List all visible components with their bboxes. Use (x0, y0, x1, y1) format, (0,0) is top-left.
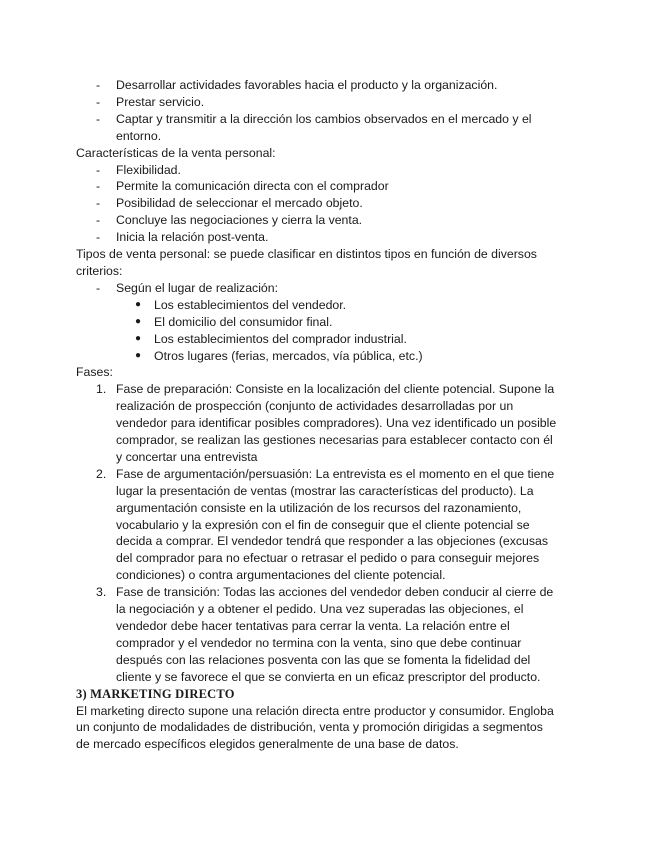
intro-list (76, 77, 581, 145)
phases-list (76, 381, 581, 685)
list-item: - Permite la comunicación directa con el comprador (96, 179, 389, 194)
phase-item: 2. Fase de argumentación/persuasión: La entrevista es el momento en el que tiene lugar la presentación de ventas (mostrar las características del producto). La argumentación consiste en la utilización de los recursos del razonamiento, vocabulario y la expresión con el fin de conseguir que el cliente potencial se decida a comprar. El vendedor tendrá que responder a las objeciones (excusas del comprador para no efectuar o retrasar el pedido o para conseguir mejores condiciones) o contra argumentaciones del cliente potencial. (96, 466, 555, 583)
list-item: - Prestar servicio. (96, 94, 205, 109)
bullet-icon: ● (135, 349, 142, 361)
list-item: - Desarrollar actividades favorables hacia el producto y la organización. (96, 78, 498, 92)
list-item: - Concluye las negociaciones y cierra la venta. (96, 213, 363, 228)
list-item: - Flexibilidad. (96, 162, 181, 177)
section-heading: 3) MARKETING DIRECTO (76, 686, 235, 701)
bullet-icon: ● (135, 315, 142, 327)
list-item: - Posibilidad de seleccionar el mercado objeto. (96, 196, 363, 211)
characteristics-list (76, 162, 581, 247)
phase-item: 1. Fase de preparación: Consiste en la localización del cliente potencial. Supone la realización de prospección (conjunto de actividades desarrolladas por un vendedor para identificar posibles compradores). Una vez identificado un posible comprador, se realizan las gestiones necesarias para establecer contacto con él y concertar una entrevista (96, 382, 557, 464)
list-item: ● Los establecimientos del comprador industrial. (135, 331, 407, 346)
phases-title: Fases: (76, 365, 113, 380)
list-item: ● Los establecimientos del vendedor. (135, 297, 347, 312)
document-body (76, 77, 581, 753)
marketing-paragraph: El marketing directo supone una relación directa entre productor y consumidor. Engloba un conjunto de modalidades de distribución, venta y promoción dirigidas a segmentos de mercado específicos elegidos generalmente de una base de datos. (76, 703, 554, 752)
types-title: Tipos de venta personal: se puede clasificar en distintos tipos en función de diversos criterios: (76, 247, 537, 278)
list-item: ● El domicilio del consumidor final. (135, 314, 333, 329)
bullet-icon: ● (135, 332, 142, 344)
list-item: - Captar y transmitir a la dirección los cambios observados en el mercado y el entorno. (96, 111, 532, 143)
types-bullet-list (76, 297, 581, 365)
list-item: ● Otros lugares (ferias, mercados, vía pública, etc.) (135, 348, 423, 363)
list-item: - Inicia la relación post-venta. (96, 230, 269, 245)
phase-item: 3. Fase de transición: Todas las acciones del vendedor deben conducir al cierre de la negociación y a obtener el pedido. Una vez superadas las objeciones, el vendedor debe hacer tentativas para cerrar la venta. La relación entre el comprador y el vendedor no termina con la venta, sino que debe continuar después con las relaciones posventa con las que se fomenta la fidelidad del cliente y se favorece el que se convierta en un eficaz prescriptor del producto. (96, 585, 554, 684)
types-sublist-label: - Según el lugar de realización: (96, 280, 279, 295)
characteristics-title: Características de la venta personal: (76, 145, 276, 160)
bullet-icon: ● (135, 298, 142, 310)
